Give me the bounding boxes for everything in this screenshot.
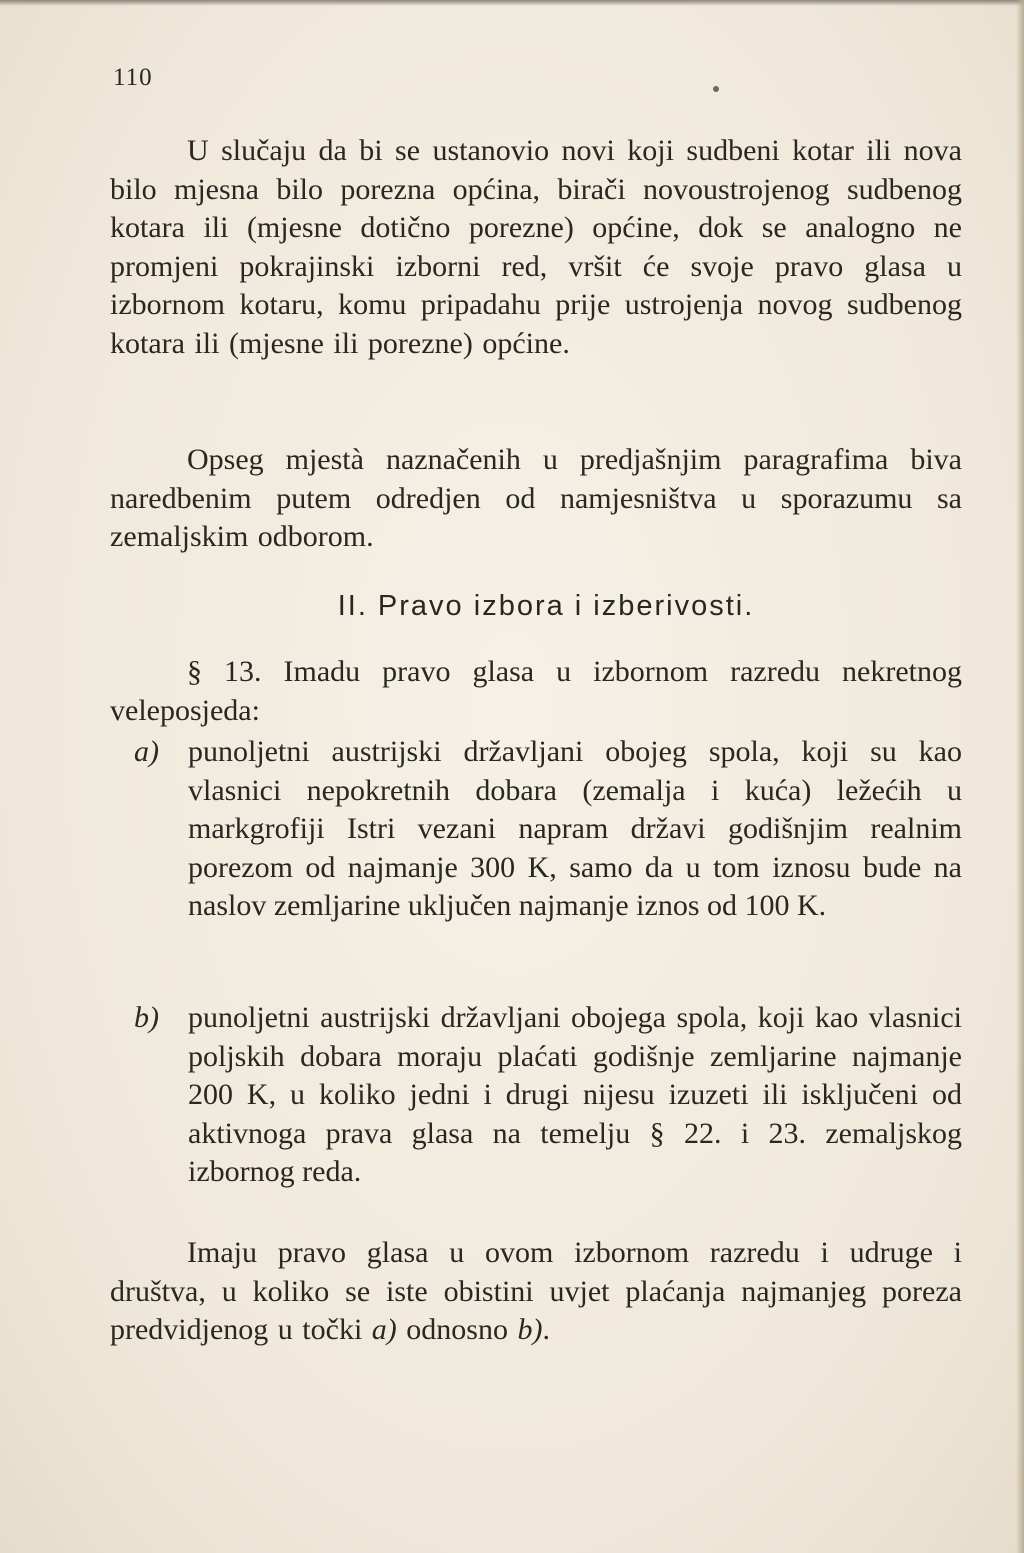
page-top-edge — [0, 0, 1024, 6]
reference-a: a) — [371, 1313, 397, 1347]
closing-paragraph — [110, 1234, 962, 1350]
list-marker-a: a) — [134, 735, 159, 768]
list-item-a-text: punoljetni austrijski državljani obojeg spola, koji su kao vlasnici nepokretnih dobara (zemalja i kuća) ležećih u markgrofiji Istri vezani napram državi godišnjim realnim porezom od najmanje 300 K, samo da u tom iznosu bude na naslov zemljarine uključen najmanje iznos od 100 K. — [188, 735, 962, 923]
section-heading: II. Pravo izbora i izberivosti. — [337, 590, 755, 622]
list-item-b — [110, 999, 962, 1192]
reference-connector: odnosno — [406, 1313, 508, 1347]
ink-speck — [713, 86, 719, 92]
list-item-b-text: punoljetni austrijski državljani obojega spola, koji kao vlasnici poljskih dobara moraju plaćati godišnje zemljarine najmanje 200 K, u koliko jedni i drugi nijesu izuzeti ili isključeni od aktivnoga prava glasa na temelju § 22. i 23. zemaljskog izbornog reda. — [188, 1001, 962, 1189]
list-marker-b: b) — [134, 1001, 159, 1034]
section-13-paragraph: § 13. Imadu pravo glasa u izbornom razredu nekretnog veleposjeda: — [110, 655, 962, 727]
closing-period: . — [542, 1313, 550, 1347]
page-right-edge — [1016, 0, 1024, 1553]
closing-paragraph-text: Imaju pravo glasa u ovom izbornom razredu i udruge i društva, u koliko se iste obistini uvjet plaćanja najmanjeg poreza predvidjenog u točki — [110, 1236, 962, 1347]
list-item-a — [110, 733, 962, 926]
paragraph-new-district: U slučaju da bi se ustanovio novi koji sudbeni kotar ili nova bilo mjesna bilo porezna općina, birači novoustrojenog sudbenog kotara ili (mjesne dotično porezne) općine, dok se analogno ne promjeni pokrajinski izborni red, vršit će svoje pravo glasa u izbornom kotaru, komu pripadahu prije ustrojenja novog sudbenog kotara ili (mjesne ili porezne) općine. — [110, 134, 962, 360]
paragraph-scope: Opseg mjestà naznačenih u predjašnjim paragrafima biva naredbenim putem odredjen od namjesništva u sporazumu sa zemaljskim odborom. — [110, 443, 962, 554]
reference-b: b) — [517, 1313, 543, 1347]
page-number: 110 — [113, 64, 153, 91]
